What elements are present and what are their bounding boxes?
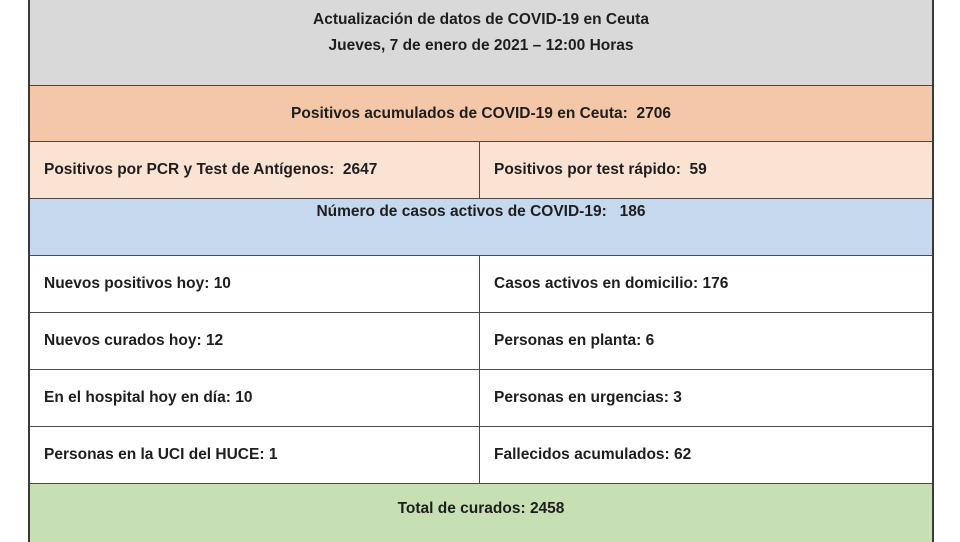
icu-patients-label: Personas en la UCI del HUCE: [44,446,265,463]
cumulative-deaths-value: 62 [674,446,692,463]
cumulative-positives-value: 2706 [636,104,671,122]
new-recovered-label: Nuevos curados hoy: [44,332,202,349]
table-row [30,370,932,427]
new-recovered-cell [30,313,480,369]
table-row [30,313,932,370]
hospitalized-cell [30,370,480,426]
icu-patients-cell [30,427,480,483]
covid-data-table [28,0,934,542]
header-row [30,0,932,86]
total-recovered [398,500,565,518]
cumulative-deaths-label: Fallecidos acumulados: [494,446,670,463]
active-cases-value: 186 [619,203,646,220]
new-positives-label: Nuevos positivos hoy: [44,275,210,292]
active-cases-row [30,199,932,256]
new-recovered-value: 12 [205,332,224,349]
new-positives-cell [30,256,480,312]
ward-patients-cell [480,313,932,369]
report-date: Jueves, 7 de enero de 2021 – 12:00 Horas [328,37,634,54]
total-recovered-row [30,484,932,542]
active-cases-label: Número de casos activos de COVID-19: [316,203,607,220]
cumulative-deaths-cell [480,427,932,483]
report-title: Actualización de datos de COVID-19 en Ceuta [313,11,649,28]
emergency-patients-label: Personas en urgencias: [494,389,669,406]
pcr-positives-value: 2647 [342,161,378,178]
ward-patients-label: Personas en planta: [494,332,642,349]
cumulative-positives-label: Positivos acumulados de COVID-19 en Ceuta: [291,104,628,122]
home-active-cases-value: 176 [702,275,729,292]
active-cases [316,203,645,221]
rapid-test-positives-cell [480,142,932,198]
new-positives-value: 10 [213,275,231,292]
ward-patients-value: 6 [645,332,655,349]
total-recovered-label: Total de curados: [397,500,526,517]
cumulative-positives-row [30,86,932,142]
icu-patients-value: 1 [268,446,278,463]
total-recovered-value: 2458 [529,500,565,517]
pcr-positives-label: Positivos por PCR y Test de Antígenos: [44,161,335,178]
table-row [30,256,932,313]
emergency-patients-cell [480,370,932,426]
hospitalized-label: En el hospital hoy en día: [44,389,231,406]
home-active-cases-label: Casos activos en domicilio: [494,275,699,292]
cumulative-positives [291,105,671,123]
pcr-positives-cell [30,142,480,198]
rapid-test-label: Positivos por test rápido: [494,161,681,178]
positives-breakdown-row [30,142,932,199]
home-active-cases-cell [480,256,932,312]
table-row [30,427,932,484]
rapid-test-value: 59 [689,161,707,178]
emergency-patients-value: 3 [673,389,682,406]
hospitalized-value: 10 [235,389,253,406]
